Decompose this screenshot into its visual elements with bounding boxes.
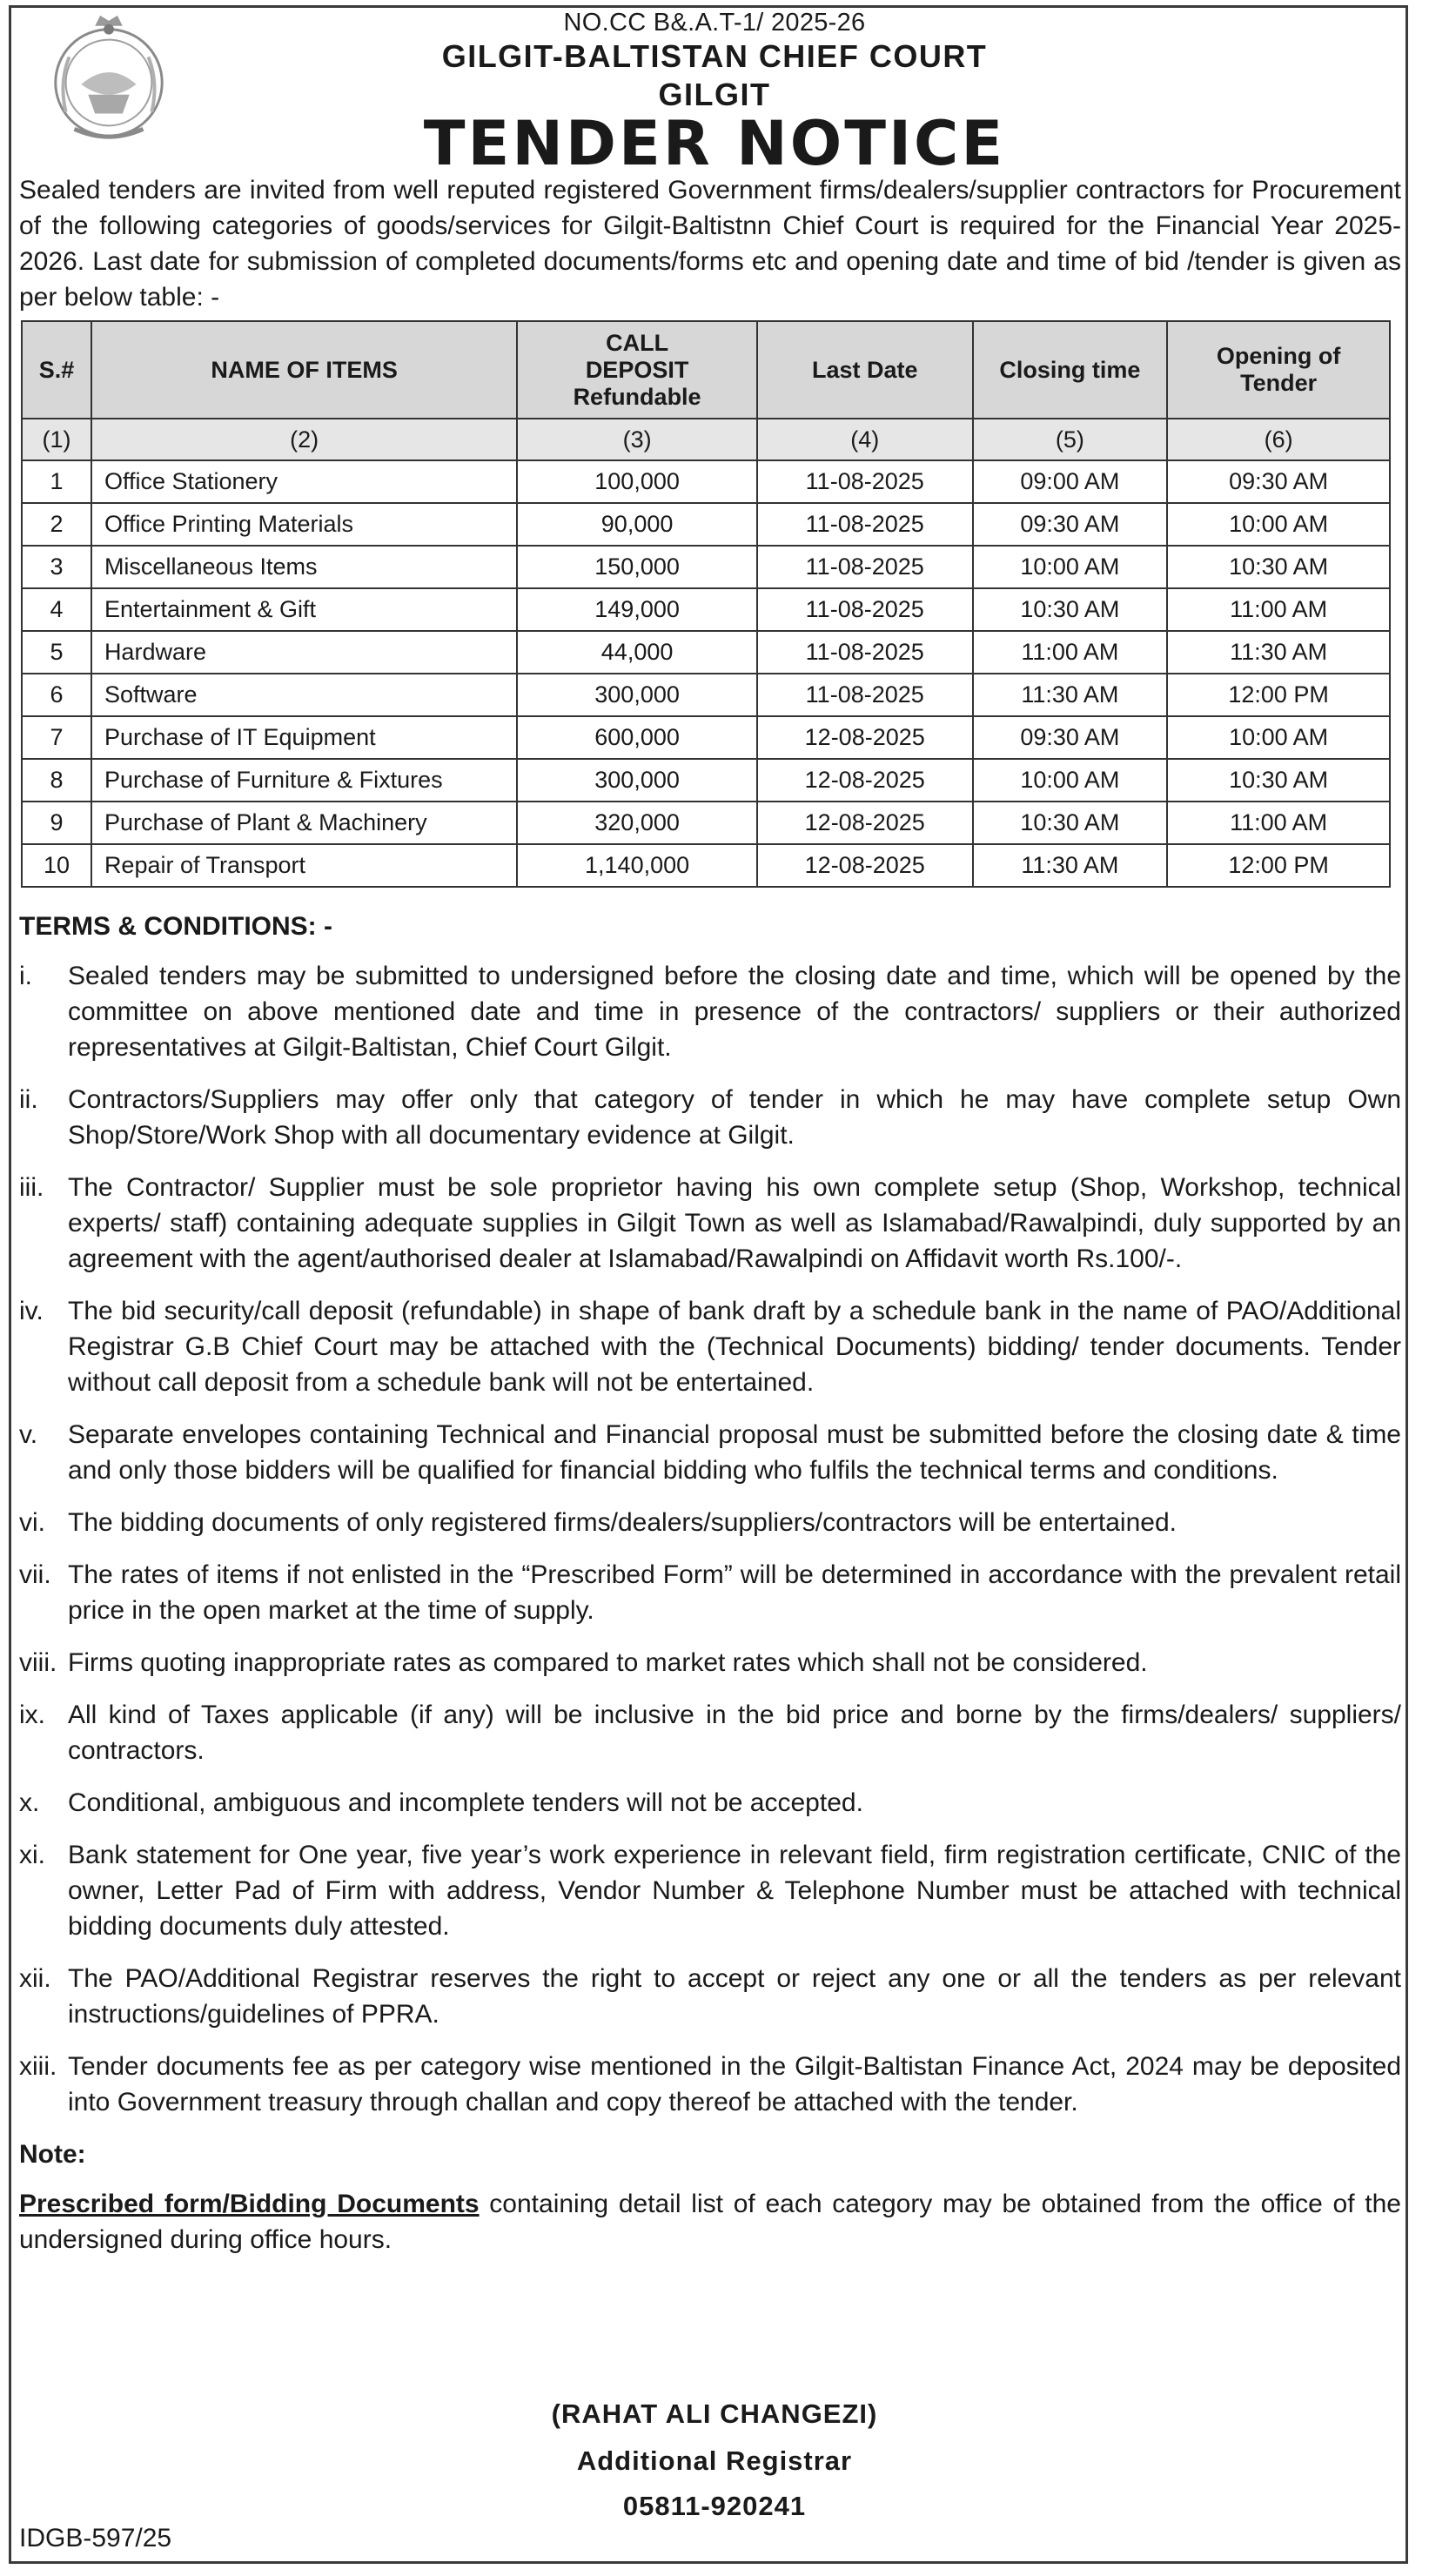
note-paragraph	[19, 2186, 1401, 2257]
header-closing-time: Closing time	[973, 321, 1168, 419]
term-number: iii.	[19, 1173, 44, 1202]
header-call-deposit: CALL DEPOSIT Refundable	[517, 321, 757, 419]
header-sn: S.#	[22, 321, 91, 419]
cell-closing-time: 09:00 AM	[973, 460, 1168, 503]
cell-last-date: 11-08-2025	[757, 546, 973, 588]
term-text: Separate envelopes containing Technical and Financial proposal must be submitted before the closing date & time and only those bidders will be qualified for financial bidding who fulfils the technical terms and conditions.	[68, 1420, 1401, 1485]
term-number: x.	[19, 1788, 40, 1817]
cell-opening-time: 11:00 AM	[1167, 588, 1390, 631]
cell-opening-time: 12:00 PM	[1167, 674, 1390, 716]
cell-sn: 5	[22, 631, 91, 674]
term-item	[19, 1557, 1401, 1628]
cell-call-deposit: 90,000	[517, 503, 757, 546]
term-text: Bank statement for One year, five year’s work experience in relevant field, firm registration certificate, CNIC of the owner, Letter Pad of Firm with address, Vendor Number & Telephone Number must be attached with technical bidding documents duly attested.	[68, 1841, 1401, 1941]
cell-call-deposit: 300,000	[517, 674, 757, 716]
term-item	[19, 958, 1401, 1065]
cell-closing-time: 11:30 AM	[973, 844, 1168, 887]
term-number: ii.	[19, 1085, 38, 1114]
term-number: vii.	[19, 1560, 51, 1589]
cell-closing-time: 10:00 AM	[973, 546, 1168, 588]
term-item	[19, 1645, 1401, 1680]
cell-last-date: 12-08-2025	[757, 759, 973, 802]
tender-table	[21, 320, 1391, 888]
cell-call-deposit: 1,140,000	[517, 844, 757, 887]
cell-call-deposit: 100,000	[517, 460, 757, 503]
bidding-documents-link: Prescribed form/Bidding Documents	[19, 2190, 480, 2218]
cell-call-deposit: 44,000	[517, 631, 757, 674]
table-row	[22, 759, 1390, 802]
term-item	[19, 1785, 1401, 1821]
cell-closing-time: 10:00 AM	[973, 759, 1168, 802]
term-text: Sealed tenders may be submitted to undersigned before the closing date and time, which will be opened by the committee on above mentioned date and time in presence of the contractors/ suppliers or their authorized representatives at Gilgit-Baltistan, Chief Court Gilgit.	[68, 962, 1401, 1062]
cell-last-date: 12-08-2025	[757, 716, 973, 759]
cell-sn: 10	[22, 844, 91, 887]
term-text: All kind of Taxes applicable (if any) will be inclusive in the bid price and borne by the firms/dealers/ suppliers/ contractors.	[68, 1701, 1401, 1765]
term-item	[19, 1837, 1401, 1944]
intro-paragraph: Sealed tenders are invited from well reputed registered Government firms/dealers/supplier contractors for Procurement of the following categories of goods/services for Gilgit-Baltistnn Chief Court is required for the Financial Year 2025-2026. Last date for submission of completed documents/forms etc and opening date and time of bid /tender is given as per below table: -	[19, 176, 1401, 312]
term-text: Contractors/Suppliers may offer only that category of tender in which he may have complete setup Own Shop/Store/Work Shop with all documentary evidence at Gilgit.	[68, 1085, 1401, 1150]
cell-closing-time: 10:30 AM	[973, 802, 1168, 844]
cell-sn: 9	[22, 802, 91, 844]
cell-opening-time: 10:00 AM	[1167, 716, 1390, 759]
cell-call-deposit: 300,000	[517, 759, 757, 802]
cell-opening-time: 11:30 AM	[1167, 631, 1390, 674]
cell-item-name: Purchase of IT Equipment	[91, 716, 517, 759]
cell-call-deposit: 320,000	[517, 802, 757, 844]
cell-sn: 4	[22, 588, 91, 631]
cell-closing-time: 11:00 AM	[973, 631, 1168, 674]
table-row	[22, 460, 1390, 503]
term-text: Conditional, ambiguous and incomplete tenders will not be accepted.	[68, 1788, 863, 1817]
term-item	[19, 1697, 1401, 1768]
reference-number: NO.CC B&.A.T-1/ 2025-26	[563, 9, 866, 37]
cell-call-deposit: 150,000	[517, 546, 757, 588]
note-text: containing detail list of each category may be obtained from the office of the undersigned during office hours.	[19, 2190, 1401, 2254]
signatory-designation: Additional Registrar	[576, 2445, 853, 2476]
cell-call-deposit: 600,000	[517, 716, 757, 759]
term-text: Tender documents fee as per category wise mentioned in the Gilgit-Baltistan Finance Act, 2024 may be deposited into Government treasury through challan and copy thereof be attached with the tender.	[68, 2052, 1401, 2116]
term-text: The Contractor/ Supplier must be sole proprietor having his own complete setup (Shop, Workshop, technical experts/ staff) containing adequate supplies in Gilgit Town as well as Islamabad/Rawalpindi, duly supported by an agreement with the agent/authorised dealer at Islamabad/Rawalpindi on Affidavit worth Rs.100/-.	[68, 1173, 1401, 1273]
term-number: xii.	[19, 1964, 51, 1993]
cell-item-name: Office Printing Materials	[91, 503, 517, 546]
cell-item-name: Miscellaneous Items	[91, 546, 517, 588]
table-row	[22, 844, 1390, 887]
cell-item-name: Purchase of Plant & Machinery	[91, 802, 517, 844]
cell-sn: 3	[22, 546, 91, 588]
cell-opening-time: 10:30 AM	[1167, 759, 1390, 802]
cell-last-date: 11-08-2025	[757, 460, 973, 503]
signatory-phone: 05811-920241	[622, 2491, 807, 2521]
header-opening-tender: Opening of Tender	[1167, 321, 1390, 419]
cell-opening-time: 12:00 PM	[1167, 844, 1390, 887]
term-text: Firms quoting inappropriate rates as compared to market rates which shall not be considered.	[68, 1648, 1148, 1677]
column-number: (5)	[973, 419, 1168, 460]
term-item	[19, 1170, 1401, 1277]
term-text: The bid security/call deposit (refundable) in shape of bank draft by a schedule bank in the name of PAO/Additional Registrar G.B Chief Court may be attached with the (Technical Documents) bidding/ tender documents. Tender without call deposit from a schedule bank will not be entertained.	[68, 1297, 1401, 1397]
cell-sn: 1	[22, 460, 91, 503]
term-item	[19, 1505, 1401, 1540]
column-number: (6)	[1167, 419, 1390, 460]
term-item	[19, 2049, 1401, 2120]
term-item	[19, 1417, 1401, 1488]
term-number: xi.	[19, 1841, 45, 1869]
cell-opening-time: 10:30 AM	[1167, 546, 1390, 588]
cell-last-date: 11-08-2025	[757, 588, 973, 631]
cell-opening-time: 09:30 AM	[1167, 460, 1390, 503]
cell-last-date: 12-08-2025	[757, 802, 973, 844]
cell-opening-time: 10:00 AM	[1167, 503, 1390, 546]
cell-sn: 2	[22, 503, 91, 546]
term-item	[19, 1293, 1401, 1400]
cell-item-name: Office Stationery	[91, 460, 517, 503]
column-number-row	[22, 419, 1390, 460]
cell-last-date: 12-08-2025	[757, 844, 973, 887]
terms-heading: TERMS & CONDITIONS: -	[19, 912, 332, 941]
table-row	[22, 674, 1390, 716]
table-row	[22, 588, 1390, 631]
terms-list	[19, 958, 1401, 2120]
cell-item-name: Purchase of Furniture & Fixtures	[91, 759, 517, 802]
signatory-name: (RAHAT ALI CHANGEZI)	[551, 2398, 878, 2429]
table-row	[22, 546, 1390, 588]
term-item	[19, 1961, 1401, 2032]
term-text: The bidding documents of only registered firms/dealers/suppliers/contractors will be entertained.	[68, 1508, 1177, 1537]
cell-item-name: Entertainment & Gift	[91, 588, 517, 631]
header-last-date: Last Date	[757, 321, 973, 419]
court-city: GILGIT	[658, 77, 771, 112]
term-number: vi.	[19, 1508, 45, 1537]
term-number: i.	[19, 962, 32, 990]
header-item-name: NAME OF ITEMS	[91, 321, 517, 419]
term-text: The PAO/Additional Registrar reserves the right to accept or reject any one or all the tenders as per relevant instructions/guidelines of PPRA.	[68, 1964, 1401, 2029]
cell-sn: 6	[22, 674, 91, 716]
terms-section	[19, 909, 1401, 2257]
table-header-row	[22, 321, 1390, 419]
table-row	[22, 503, 1390, 546]
note-heading: Note:	[19, 2140, 86, 2169]
cell-closing-time: 09:30 AM	[973, 716, 1168, 759]
cell-sn: 8	[22, 759, 91, 802]
cell-closing-time: 11:30 AM	[973, 674, 1168, 716]
term-number: viii.	[19, 1648, 57, 1677]
cell-sn: 7	[22, 716, 91, 759]
court-name: GILGIT-BALTISTAN CHIEF COURT	[441, 38, 988, 74]
term-number: v.	[19, 1420, 38, 1449]
term-number: ix.	[19, 1701, 45, 1729]
advertisement-code: IDGB-597/25	[19, 2524, 172, 2553]
table-row	[22, 631, 1390, 674]
cell-opening-time: 11:00 AM	[1167, 802, 1390, 844]
table-row	[22, 802, 1390, 844]
column-number: (1)	[22, 419, 91, 460]
page-title: TENDER NOTICE	[423, 108, 1006, 179]
column-number: (4)	[757, 419, 973, 460]
column-number: (2)	[91, 419, 517, 460]
cell-last-date: 11-08-2025	[757, 674, 973, 716]
table-row	[22, 716, 1390, 759]
term-item	[19, 1082, 1401, 1153]
cell-last-date: 11-08-2025	[757, 631, 973, 674]
cell-last-date: 11-08-2025	[757, 503, 973, 546]
cell-closing-time: 09:30 AM	[973, 503, 1168, 546]
cell-item-name: Software	[91, 674, 517, 716]
cell-item-name: Hardware	[91, 631, 517, 674]
cell-call-deposit: 149,000	[517, 588, 757, 631]
cell-closing-time: 10:30 AM	[973, 588, 1168, 631]
term-number: xiii.	[19, 2052, 57, 2081]
term-number: iv.	[19, 1297, 44, 1325]
term-text: The rates of items if not enlisted in the “Prescribed Form” will be determined in accordance with the prevalent retail price in the open market at the time of supply.	[68, 1560, 1401, 1625]
cell-item-name: Repair of Transport	[91, 844, 517, 887]
column-number: (3)	[517, 419, 757, 460]
